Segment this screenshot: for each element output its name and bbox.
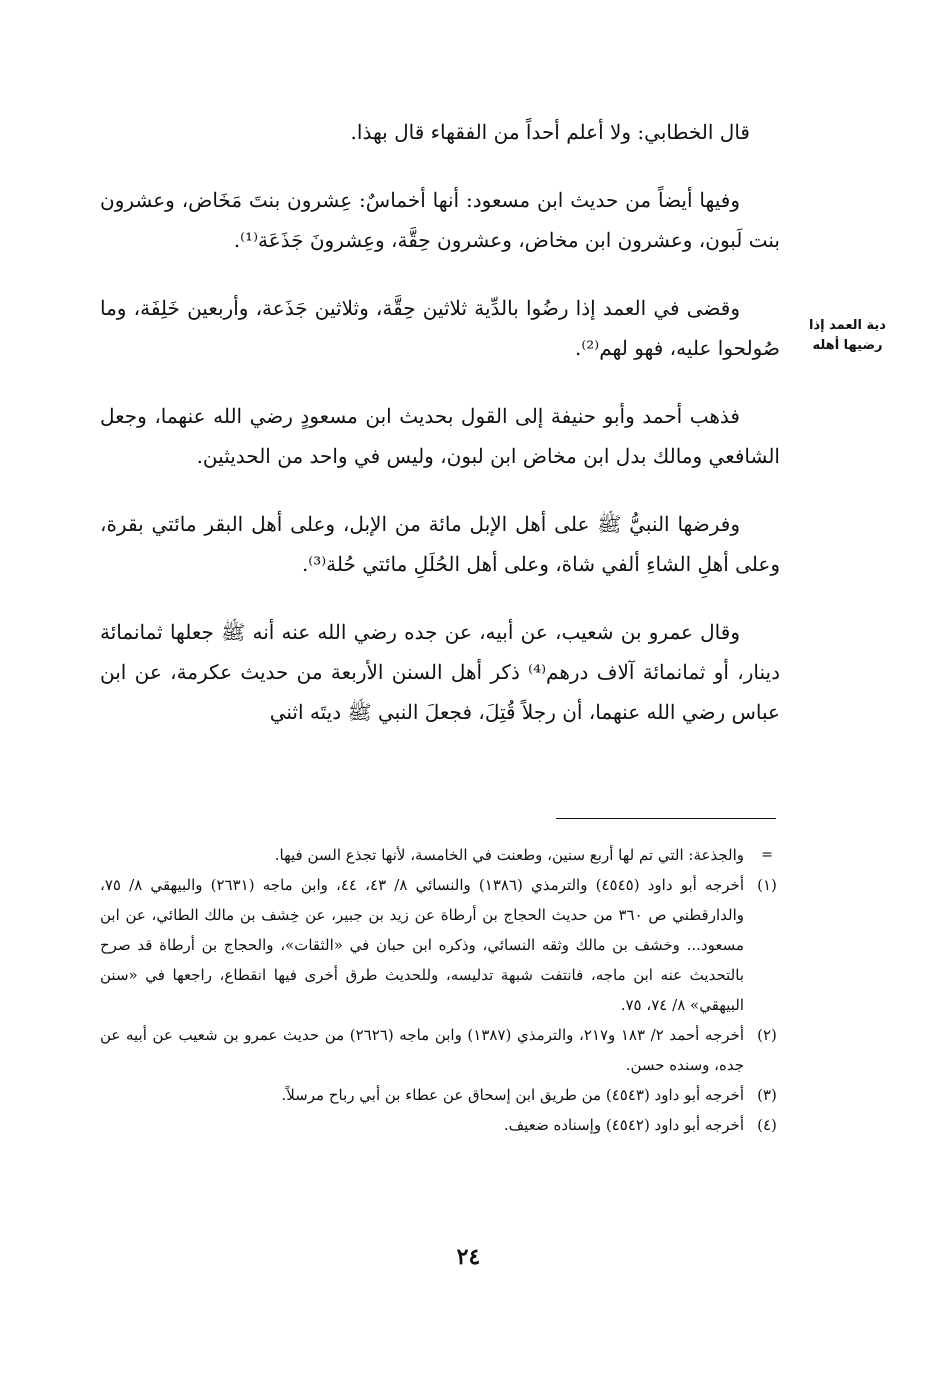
footnote-marker: (٢) xyxy=(757,1026,777,1044)
footnote-text: والجذعة: التي تم لها أربع سنين، وطعنت في الخامسة، لأنها تجذع السن فيها. xyxy=(274,846,744,864)
footnote-text: أخرجه أبو داود (٤٥٤٥) والترمذي (١٣٨٦) والنسائي ٨/ ٤٣، ٤٤، وابن ماجه (٢٦٣١) والبيهقي ٨/ ٧٥، والدارقطني ص ٣٦٠ من حديث الحجاج بن أرطاة عن زيد بن جبير، عن خِشف بن مالك الطائي، عن ابن مسعود... وخشف بن مالك وثقه النسائي، وذكره ابن حبان في «الثقات»، والحجاج بن أرطاة قد صرح بالتحديث عنه ابن ماجه، فانتفت شبهة تدليسه، وللحديث طرق أخرى فيها انقطاع، راجعها في «سنن البيهقي» ٨/ ٧٤، ٧٥. xyxy=(100,876,744,1014)
footnote-text: أخرجه أبو داود (٤٥٤٣) من طريق ابن إسحاق عن عطاء بن أبي رباح مرسلاً. xyxy=(281,1086,744,1104)
footnotes xyxy=(100,840,790,1140)
footnote-continuation xyxy=(100,840,790,870)
margin-heading: دية العمد إذا رضيها أهله xyxy=(809,318,886,353)
footnote-text: أخرجه أبو داود (٤٥٤٢) وإسناده ضعيف. xyxy=(503,1116,744,1134)
paragraph-khattabi: قال الخطابي: ولا أعلم أحداً من الفقهاء قال بهذا. xyxy=(350,120,750,144)
footnote-marker: (٤) xyxy=(757,1116,777,1134)
footnote-marker: = xyxy=(761,847,773,863)
footnote-4 xyxy=(100,1110,790,1140)
paragraph-qada-amd: وقضى في العمد إذا رضُوا بالدِّية ثلاثين حِقَّة، وثلاثين جَذَعة، وأربعين خَلِفَة، وما صُولحوا عليه، فهو لهم⁽²⁾. xyxy=(100,296,780,360)
footnote-marker: (٣) xyxy=(757,1086,777,1104)
footnote-marker: (١) xyxy=(757,876,777,894)
footnote-text: أخرجه أحمد ٢/ ١٨٣ و٢١٧، والترمذي (١٣٨٧) وابن ماجه (٢٦٢٦) من حديث عمرو بن شعيب عن أبيه عن جده، وسنده حسن. xyxy=(100,1026,744,1074)
footnote-1 xyxy=(100,870,790,1020)
paragraph-madhahib: فذهب أحمد وأبو حنيفة إلى القول بحديث ابن مسعودٍ رضي الله عنهما، وجعل الشافعي ومالك بدل ابن مخاض ابن لبون، وليس في واحد من الحديثين. xyxy=(100,404,780,468)
main-text xyxy=(100,112,780,760)
footnote-3 xyxy=(100,1080,790,1110)
paragraph-farada: وفرضها النبيُّ ﷺ على أهل الإبل مائة من الإبل، وعلى أهل البقر مائتي بقرة، وعلى أهلِ الشاءِ ألفي شاة، وعلى أهل الحُلَلِ مائتي حُلة⁽³⁾. xyxy=(100,512,780,576)
paragraph-amr-bin-shuayb: وقال عمرو بن شعيب، عن أبيه، عن جده رضي الله عنه أنه ﷺ جعلها ثمانمائة دينار، أو ثمانمائة آلاف درهم⁽⁴⁾ ذكر أهل السنن الأربعة من حديث عكرمة، عن ابن عباس رضي الله عنهما، أن رجلاً قُتِلَ، فجعلَ النبي ﷺ ديتَه اثني xyxy=(100,620,780,724)
paragraph-ibn-masud: وفيها أيضاً من حديث ابن مسعود: أنها أخماسٌ: عِشرون بنتَ مَخَاض، وعشرون بنت لَبون، وعشرون ابن مخاض، وعشرون حِقَّة، وعِشرونَ جَذَعَة⁽¹⁾. xyxy=(100,188,780,252)
footnote-divider xyxy=(556,818,776,819)
footnote-2 xyxy=(100,1020,790,1080)
page-number: ٢٤ xyxy=(456,1244,481,1270)
